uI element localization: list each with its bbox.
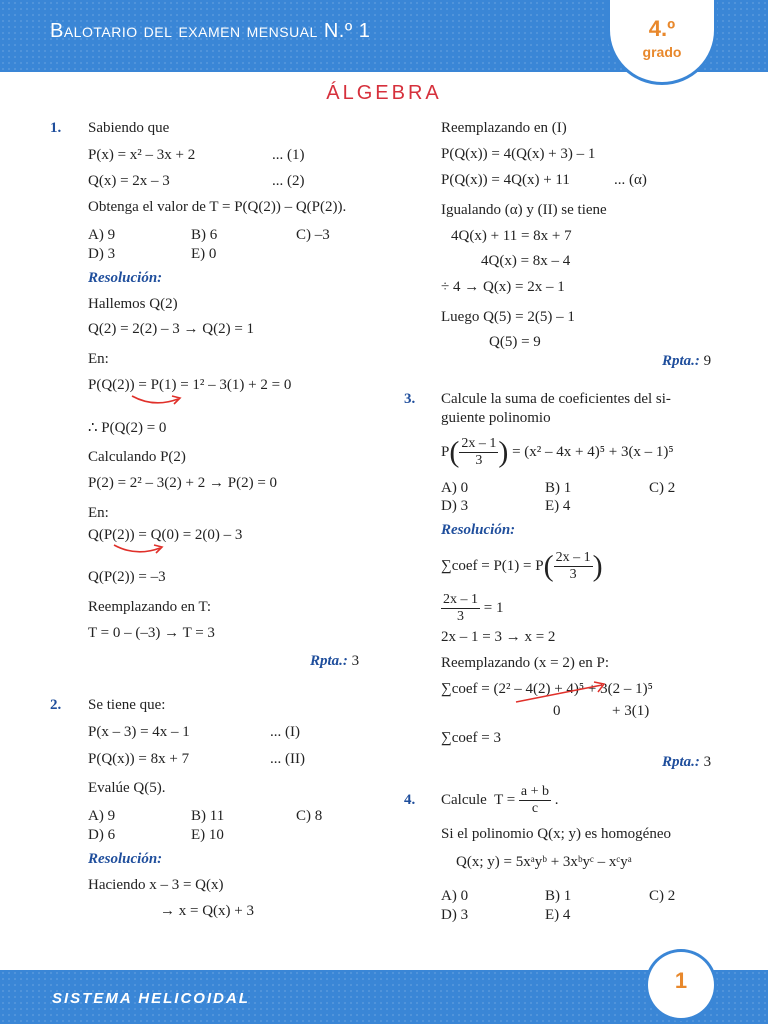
polynomial-expression: = (x² – 4x + 4)⁵ + 3(x – 1)⁵ [512, 444, 674, 460]
problem-1-step: P(Q(2)) = P(1) = 1² – 3(1) + 2 = 0 [88, 377, 292, 393]
problem-1-option-a: A) 9 [88, 227, 116, 243]
problem-4-number: 4. [404, 792, 416, 808]
answer-label: Rpta.: [662, 754, 700, 770]
problem-2-step: Igualando (α) y (II) se tiene [441, 202, 607, 218]
problem-4-option-c: C) 2 [649, 888, 676, 904]
problem-4-condition: Si el polinomio Q(x; y) es homogéneo [441, 826, 671, 842]
problem-3-option-c: C) 2 [649, 480, 676, 496]
problem-1-question: Obtenga el valor de T = P(Q(2)) – Q(P(2)). [88, 199, 347, 215]
problem-3-option-e: E) 4 [545, 498, 571, 514]
answer-label: Rpta.: [662, 353, 700, 369]
problem-1-step: ∴ P(Q(2) = 0 [88, 420, 167, 436]
problem-2-intro: Se tiene que: [88, 697, 166, 713]
problem-2-step-ref: ... (α) [614, 172, 647, 188]
problem-2-step: Haciendo x – 3 = Q(x) [88, 877, 224, 893]
problem-2-option-c: C) 8 [296, 808, 323, 824]
problem-2-step: Q(5) = 9 [489, 334, 541, 350]
problem-4-polynomial: Q(x; y) = 5xᵃyᵇ + 3xᵇyᶜ – xᶜyᵃ [456, 854, 632, 870]
annotation-arrow-icon [128, 392, 188, 410]
problem-1-option-d: D) 3 [88, 246, 116, 262]
problem-2-step: Luego Q(5) = 2(5) – 1 [441, 309, 575, 325]
problem-2-eq-2-ref: ... (II) [270, 751, 305, 767]
problem-3-step: ∑coef = P(1) = P( $\frac{2x - 1}{3}$ ) [441, 549, 603, 583]
fraction: $\frac{a + b}{c}$ [520, 784, 550, 817]
problem-3-option-a: A) 0 [441, 480, 469, 496]
fraction: $\frac{2x - 1}{3}$ [555, 550, 591, 583]
problem-4-option-a: A) 0 [441, 888, 469, 904]
problem-2-option-b: B) 11 [191, 808, 225, 824]
answer-value: 3 [351, 653, 360, 669]
page-number-badge [648, 952, 714, 1018]
problem-1-step: Q(2) = 2(2) – 3 → Q(2) = 1 [88, 321, 255, 337]
problem-1-step: T = 0 – (–3) → T = 3 [88, 625, 215, 641]
problem-1-eq-p: P(x) = x² – 3x + 2 [88, 147, 196, 163]
problem-2-step: ÷ 4 → Q(x) = 2x – 1 [441, 279, 565, 295]
problem-3-intro: guiente polinomio [441, 410, 551, 426]
problem-3-polynomial: P( $\frac{2x - 1}{3}$ ) = (x² – 4x + 4)⁵ + 3(x – 1)⁵ [441, 435, 674, 469]
fraction: $\frac{2x - 1}{3}$ [443, 592, 478, 625]
problem-1-resolution-label: Resolución: [88, 270, 163, 286]
problem-3-answer [662, 753, 711, 771]
problem-1-intro: Sabiendo que [88, 120, 170, 136]
problem-1-step: Reemplazando en T: [88, 599, 212, 615]
problem-2-step: P(Q(x)) = 4Q(x) + 11 [441, 172, 570, 188]
page-footer [0, 970, 768, 1024]
problem-1-eq-q: Q(x) = 2x – 3 [88, 173, 170, 189]
problem-4-option-b: B) 1 [545, 888, 572, 904]
page-number: 1 [674, 968, 688, 993]
problem-3-step: $\frac{2x - 1}{3}$ = 1 [443, 592, 504, 625]
problem-2-step: Reemplazando en (I) [441, 120, 567, 136]
problem-2-option-e: E) 10 [191, 827, 224, 843]
problem-4-intro: Calcule T = $\frac{a + b}{c}$ . [441, 784, 559, 817]
problem-2-option-a: A) 9 [88, 808, 116, 824]
problem-2-step: 4Q(x) + 11 = 8x + 7 [451, 228, 572, 244]
problem-2-option-d: D) 6 [88, 827, 116, 843]
problem-3-resolution-label: Resolución: [441, 522, 516, 538]
problem-3-option-d: D) 3 [441, 498, 469, 514]
problem-3-option-b: B) 1 [545, 480, 572, 496]
problem-2-answer [662, 352, 711, 370]
annotation-arrow-icon [110, 541, 170, 559]
answer-value: 3 [703, 754, 712, 770]
problem-4-option-d: D) 3 [441, 907, 469, 923]
footer-text: SISTEMA HELICOIDAL [52, 990, 250, 1007]
fraction: $\frac{2x - 1}{3}$ [461, 436, 497, 469]
problem-3-intro: Calcule la suma de coeficientes del si- [441, 391, 671, 407]
problem-1-eq-p-ref: ... (1) [272, 147, 305, 163]
problem-1-step: Hallemos Q(2) [88, 296, 178, 312]
problem-1-answer [310, 652, 359, 670]
problem-3-step: ∑coef = (2² – 4(2) + 4)⁵ + 3(2 – 1)⁵ [441, 681, 653, 697]
problem-1-option-e: E) 0 [191, 246, 217, 262]
problem-2-step: 4Q(x) = 8x – 4 [481, 253, 571, 269]
problem-1-step: Q(P(2)) = Q(0) = 2(0) – 3 [88, 527, 243, 543]
polynomial-name: P [441, 444, 450, 460]
section-title: ÁLGEBRA [326, 82, 442, 104]
problem-2-eq-1: P(x – 3) = 4x – 1 [88, 724, 190, 740]
problem-2-step: P(Q(x)) = 4(Q(x) + 3) – 1 [441, 146, 596, 162]
problem-2-number: 2. [50, 697, 62, 713]
strike-arrow-icon [512, 680, 616, 704]
problem-3-number: 3. [404, 391, 416, 407]
problem-1-option-b: B) 6 [191, 227, 218, 243]
answer-value: 9 [703, 353, 712, 369]
problem-3-step: ∑coef = 3 [441, 730, 501, 746]
answer-label: Rpta.: [310, 653, 348, 669]
problem-1-step: En: [88, 505, 109, 521]
problem-1-step: P(2) = 2² – 3(2) + 2 → P(2) = 0 [88, 475, 278, 491]
problem-3-step: + 3(1) [612, 703, 650, 719]
problem-1-number: 1. [50, 120, 62, 136]
problem-1-step: En: [88, 351, 109, 367]
problem-1-step: Q(P(2)) = –3 [88, 569, 166, 585]
problem-1-eq-q-ref: ... (2) [272, 173, 305, 189]
problem-1-option-c: C) –3 [296, 227, 330, 243]
problem-1-step: Calculando P(2) [88, 449, 186, 465]
problem-2-resolution-label: Resolución: [88, 851, 163, 867]
problem-2-question: Evalúe Q(5). [88, 780, 166, 796]
problem-2-eq-2: P(Q(x)) = 8x + 7 [88, 751, 190, 767]
problem-3-step: 0 [553, 703, 561, 719]
problem-3-step: 2x – 1 = 3 → x = 2 [441, 629, 556, 645]
problem-3-step: Reemplazando (x = 2) en P: [441, 655, 609, 671]
grade-word: grado [642, 44, 682, 60]
problem-4-option-e: E) 4 [545, 907, 571, 923]
problem-2-eq-1-ref: ... (I) [270, 724, 300, 740]
header-title: Balotario del examen mensual N.º 1 [50, 20, 371, 42]
problem-2-step: → x = Q(x) + 3 [160, 903, 254, 919]
grade-number: 4.º [648, 16, 676, 41]
